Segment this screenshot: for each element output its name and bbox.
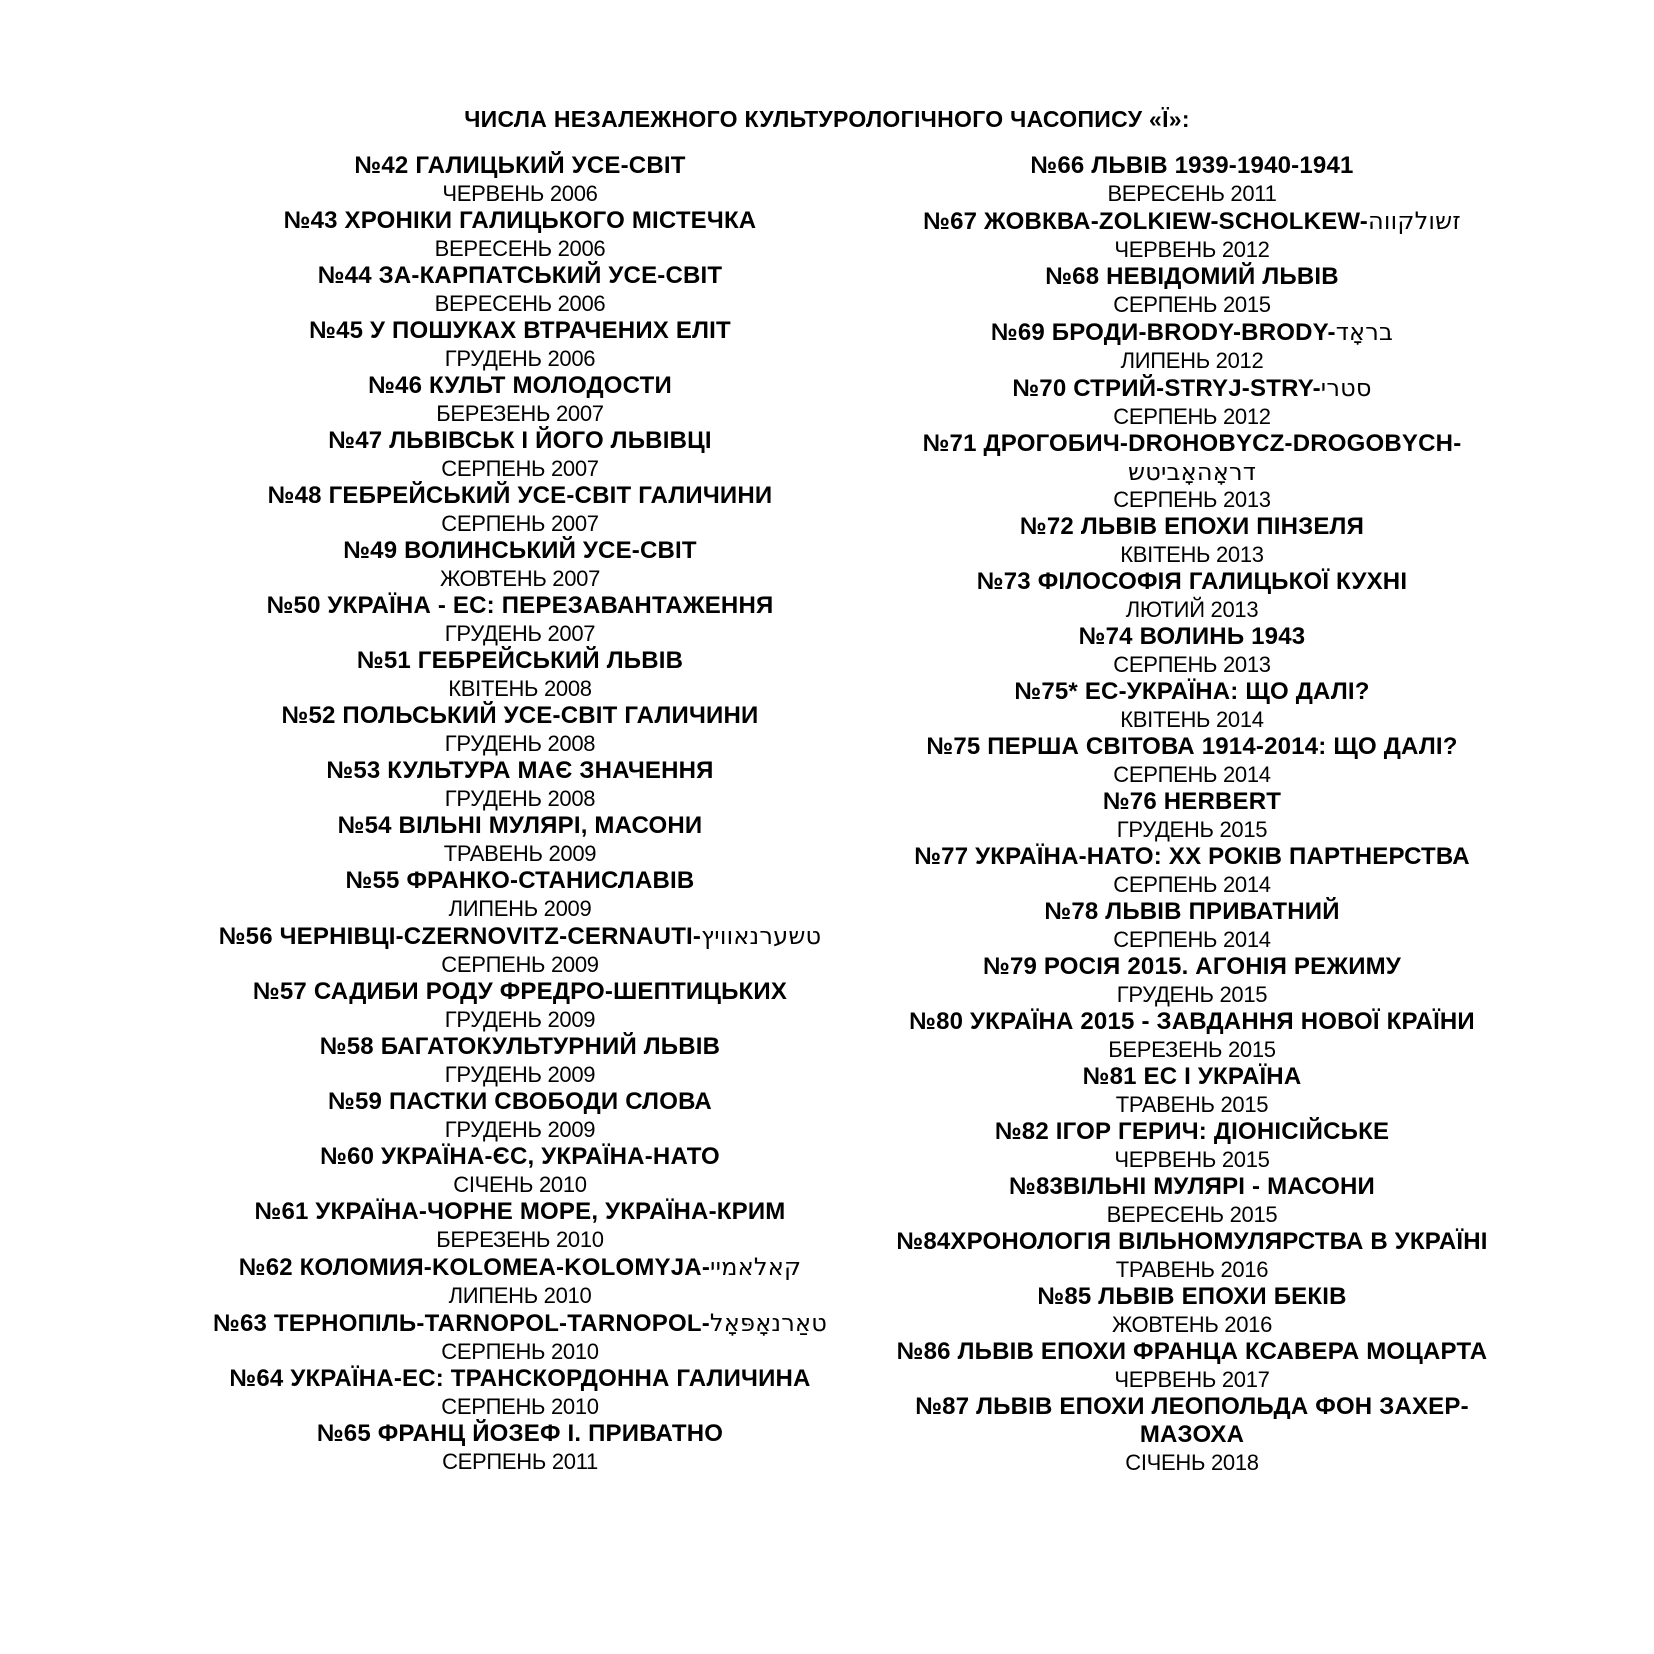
issue-entry [160, 317, 880, 372]
issue-entry [832, 678, 1552, 733]
issue-date: ВЕРЕСЕНЬ 2006 [434, 291, 606, 316]
issue-title: №87 ЛЬВІВ ЕПОХИ ЛЕОПОЛЬДА ФОН ЗАХЕР-МАЗОХА [915, 1393, 1469, 1448]
issue-entry [160, 537, 880, 592]
issue-entry [160, 702, 880, 757]
issue-title [832, 318, 1552, 347]
issue-date: ТРАВЕНЬ 2009 [443, 841, 597, 866]
issue-title [160, 1253, 880, 1282]
issue-title: №85 ЛЬВІВ ЕПОХИ БЕКІВ [1037, 1283, 1347, 1310]
issue-date: ЛИПЕНЬ 2009 [448, 896, 592, 921]
issue-title: №68 НЕВІДОМИЙ ЛЬВІВ [1045, 263, 1339, 290]
page-heading: ЧИСЛА НЕЗАЛЕЖНОГО КУЛЬТУРОЛОГІЧНОГО ЧАСОПИСУ «Ї»: [464, 106, 1190, 132]
issue-title: №74 ВОЛИНЬ 1943 [1078, 623, 1306, 650]
issue-date: ГРУДЕНЬ 2009 [444, 1117, 596, 1142]
issue-title: №84ХРОНОЛОГІЯ ВІЛЬНОМУЛЯРСТВА В УКРАЇНІ [896, 1228, 1488, 1255]
issue-date: ЧЕРВЕНЬ 2017 [1114, 1367, 1270, 1392]
issue-entry [832, 1118, 1552, 1173]
issue-title: №73 ФІЛОСОФІЯ ГАЛИЦЬКОЇ КУХНІ [976, 568, 1408, 595]
issue-date: СЕРПЕНЬ 2014 [1113, 872, 1271, 897]
issue-title: №45 У ПОШУКАХ ВТРАЧЕНИХ ЕЛІТ [309, 317, 731, 344]
issue-title-hebrew: זשולקווה [1367, 207, 1461, 235]
issue-entry [832, 898, 1552, 953]
issue-date: ГРУДЕНЬ 2006 [444, 346, 596, 371]
issue-title: №57 САДИБИ РОДУ ФРЕДРО-ШЕПТИЦЬКИХ [252, 978, 788, 1005]
issue-entry [832, 788, 1552, 843]
issue-date: ЖОВТЕНЬ 2007 [439, 566, 601, 591]
issue-title: №58 БАГАТОКУЛЬТУРНИЙ ЛЬВІВ [319, 1033, 721, 1060]
issue-date: ГРУДЕНЬ 2009 [444, 1062, 596, 1087]
issue-title: №53 КУЛЬТУРА МАЄ ЗНАЧЕННЯ [326, 757, 714, 784]
issue-date: ЛЮТИЙ 2013 [1125, 597, 1259, 622]
issue-entry [832, 152, 1552, 207]
left-issue-list [160, 152, 880, 1475]
issue-date: СЕРПЕНЬ 2010 [441, 1339, 599, 1364]
issue-entry [832, 1338, 1552, 1393]
issue-title: №55 ФРАНКО-СТАНИСЛАВІВ [345, 867, 695, 894]
issue-entry [160, 262, 880, 317]
issue-entry [160, 757, 880, 812]
issue-title [160, 1309, 880, 1338]
issue-title-hebrew: טשערנאוויץ [701, 922, 822, 950]
issue-title: №61 УКРАЇНА-ЧОРНЕ МОРЕ, УКРАЇНА-КРИМ [254, 1198, 786, 1225]
issue-date: БЕРЕЗЕНЬ 2010 [436, 1227, 604, 1252]
issue-entry [832, 1283, 1552, 1338]
issue-entry [160, 812, 880, 867]
issue-entry [160, 1033, 880, 1088]
issue-date: ЧЕРВЕНЬ 2006 [442, 181, 598, 206]
issue-entry [832, 568, 1552, 623]
issue-entry [160, 867, 880, 922]
issue-title-hebrew: טאַרנאָפּאָל [709, 1309, 827, 1337]
issue-entry [160, 1253, 880, 1309]
issue-title: №59 ПАСТКИ СВОБОДИ СЛОВА [328, 1088, 712, 1115]
issue-title-hebrew: דראָהאָביטש [1127, 458, 1257, 486]
issue-date: ЧЕРВЕНЬ 2012 [1114, 237, 1270, 262]
issue-entry [832, 263, 1552, 318]
issue-title: №46 КУЛЬТ МОЛОДОСТИ [368, 372, 672, 399]
issue-date: СЕРПЕНЬ 2011 [442, 1449, 598, 1474]
issue-entry [160, 1420, 880, 1475]
issue-title: №42 ГАЛИЦЬКИЙ УСЕ-СВІТ [354, 152, 686, 179]
issue-entry [832, 733, 1552, 788]
issue-title: №82 ІГОР ГЕРИЧ: ДІОНІСІЙСЬКЕ [994, 1118, 1390, 1145]
issue-title: №48 ГЕБРЕЙСЬКИЙ УСЕ-СВІТ ГАЛИЧИНИ [267, 482, 773, 509]
issue-entry [160, 592, 880, 647]
issue-title: №81 ЕС І УКРАЇНА [1082, 1063, 1302, 1090]
issue-title-text: №56 ЧЕРНІВЦІ-CZERNOVITZ-CERNAUTI- [218, 923, 702, 950]
issue-entry [160, 152, 880, 207]
issue-entry [832, 513, 1552, 568]
issue-date: ГРУДЕНЬ 2007 [444, 621, 596, 646]
issue-title [160, 922, 880, 951]
issue-date: ГРУДЕНЬ 2015 [1116, 817, 1268, 842]
issue-title: №65 ФРАНЦ ЙОЗЕФ І. ПРИВАТНО [316, 1420, 724, 1447]
issue-title: №43 ХРОНІКИ ГАЛИЦЬКОГО МІСТЕЧКА [283, 207, 757, 234]
issue-title-text: №70 СТРИЙ-STRYJ-STRY- [1012, 375, 1321, 402]
issue-title: №50 УКРАЇНА - ЕС: ПЕРЕЗАВАНТАЖЕННЯ [266, 592, 774, 619]
issue-date: СІЧЕНЬ 2010 [453, 1172, 587, 1197]
issue-title: №86 ЛЬВІВ ЕПОХИ ФРАНЦА КСАВЕРА МОЦАРТА [896, 1338, 1488, 1365]
issue-entry [160, 427, 880, 482]
issue-date: БЕРЕЗЕНЬ 2015 [1108, 1037, 1276, 1062]
issue-date: ЖОВТЕНЬ 2016 [1111, 1312, 1273, 1337]
issue-entry [160, 1143, 880, 1198]
issue-title: №77 УКРАЇНА-НАТО: XX РОКІВ ПАРТНЕРСТВА [914, 843, 1470, 870]
issue-date: ВЕРЕСЕНЬ 2011 [1107, 181, 1277, 206]
issue-title [832, 374, 1552, 403]
issue-title-text: №67 ЖОВКВА-ZOLKIEW-SCHOLKEW- [923, 208, 1368, 235]
issue-title: №71 ДРОГОБИЧ-DROHOBYCZ-DROGOBYCH- [922, 430, 1462, 457]
issue-entry [160, 372, 880, 427]
issue-date: КВІТЕНЬ 2008 [448, 676, 592, 701]
issue-date: СЕРПЕНЬ 2015 [1113, 292, 1271, 317]
issue-title: №44 ЗА-КАРПАТСЬКИЙ УСЕ-СВІТ [317, 262, 723, 289]
issue-entry [832, 1008, 1552, 1063]
issue-date: ЛИПЕНЬ 2012 [1120, 348, 1264, 373]
issue-title: №72 ЛЬВІВ ЕПОХИ ПІНЗЕЛЯ [1019, 513, 1365, 540]
issue-date: ТРАВЕНЬ 2015 [1115, 1092, 1269, 1117]
issue-title-hebrew: סטרי [1320, 374, 1372, 402]
issue-title: №66 ЛЬВІВ 1939-1940-1941 [1030, 152, 1354, 179]
issue-date: СЕРПЕНЬ 2013 [1113, 652, 1271, 677]
issue-entry [160, 978, 880, 1033]
issue-date: СЕРПЕНЬ 2007 [441, 456, 599, 481]
issue-date: ТРАВЕНЬ 2016 [1115, 1257, 1269, 1282]
issue-entry [832, 1173, 1552, 1228]
issue-entry [832, 953, 1552, 1008]
issue-title [832, 207, 1552, 236]
issue-entry [160, 922, 880, 978]
issue-title-text: №62 КОЛОМИЯ-KOLOMEA-KOLOMYJA- [238, 1254, 711, 1281]
issue-entry [160, 207, 880, 262]
issue-entry [160, 647, 880, 702]
issue-title: №64 УКРАЇНА-ЕС: ТРАНСКОРДОННА ГАЛИЧИНА [229, 1365, 811, 1392]
issue-title: №47 ЛЬВІВСЬК І ЙОГО ЛЬВІВЦІ [328, 427, 712, 454]
issue-date: ВЕРЕСЕНЬ 2006 [434, 236, 606, 261]
right-issue-list [832, 152, 1552, 1476]
issue-date: ЧЕРВЕНЬ 2015 [1114, 1147, 1270, 1172]
issue-title: №79 РОСІЯ 2015. АГОНІЯ РЕЖИМУ [982, 953, 1401, 980]
issue-title: №83ВІЛЬНІ МУЛЯРІ - МАСОНИ [1008, 1173, 1376, 1200]
issue-entry [160, 1088, 880, 1143]
issue-title-hebrew: בראָד [1335, 318, 1394, 346]
issue-entry [832, 1228, 1552, 1283]
issue-date: СЕРПЕНЬ 2014 [1113, 762, 1271, 787]
issue-entry [832, 1063, 1552, 1118]
issue-date: КВІТЕНЬ 2014 [1120, 707, 1264, 732]
issue-title: №76 HERBERT [1102, 788, 1282, 815]
issue-title: №75* ЕС-УКРАЇНА: ЩО ДАЛІ? [1014, 678, 1370, 705]
issue-title: №60 УКРАЇНА-ЄС, УКРАЇНА-НАТО [320, 1143, 720, 1170]
issue-date: ГРУДЕНЬ 2008 [444, 731, 596, 756]
issue-title: №75 ПЕРША СВІТОВА 1914-2014: ЩО ДАЛІ? [926, 733, 1458, 760]
issue-date: ЛИПЕНЬ 2010 [448, 1283, 592, 1308]
issue-entry [160, 1365, 880, 1420]
issue-date: ГРУДЕНЬ 2009 [444, 1007, 596, 1032]
issue-date: СЕРПЕНЬ 2013 [1113, 487, 1271, 512]
issue-entry [832, 207, 1552, 263]
issue-entry [832, 318, 1552, 374]
issue-date: СЕРПЕНЬ 2010 [441, 1394, 599, 1419]
issue-entry [160, 482, 880, 537]
issue-date: СЕРПЕНЬ 2014 [1113, 927, 1271, 952]
issue-date: СІЧЕНЬ 2018 [1125, 1450, 1259, 1475]
issue-date: СЕРПЕНЬ 2009 [441, 952, 599, 977]
issue-date: ГРУДЕНЬ 2008 [444, 786, 596, 811]
issue-entry [832, 623, 1552, 678]
issue-title: №52 ПОЛЬСЬКИЙ УСЕ-СВІТ ГАЛИЧИНИ [281, 702, 759, 729]
issue-title: №54 ВІЛЬНІ МУЛЯРІ, МАСОНИ [337, 812, 703, 839]
issue-date: СЕРПЕНЬ 2012 [1113, 404, 1271, 429]
issue-title-text: №63 ТЕРНОПІЛЬ-TARNOPOL-TARNOPOL- [212, 1310, 710, 1337]
issue-title: №49 ВОЛИНСЬКИЙ УСЕ-СВІТ [343, 537, 697, 564]
issue-date: БЕРЕЗЕНЬ 2007 [436, 401, 604, 426]
issue-entry [832, 374, 1552, 430]
issue-title: №80 УКРАЇНА 2015 - ЗАВДАННЯ НОВОЇ КРАЇНИ [909, 1008, 1475, 1035]
issue-entry [832, 843, 1552, 898]
issue-date: ГРУДЕНЬ 2015 [1116, 982, 1268, 1007]
issue-entry [160, 1309, 880, 1365]
issue-title-hebrew: קאלאמיי [710, 1253, 802, 1281]
issue-title: №51 ГЕБРЕЙСЬКИЙ ЛЬВІВ [356, 647, 684, 674]
issue-entry [160, 1198, 880, 1253]
issue-title-text: №69 БРОДИ-BRODY-BRODY- [990, 319, 1336, 346]
issue-date: КВІТЕНЬ 2013 [1120, 542, 1264, 567]
issue-entry [832, 1393, 1552, 1476]
issue-entry [832, 430, 1552, 513]
issue-date: ВЕРЕСЕНЬ 2015 [1106, 1202, 1278, 1227]
issue-title: №78 ЛЬВІВ ПРИВАТНИЙ [1044, 898, 1340, 925]
issue-date: СЕРПЕНЬ 2007 [441, 511, 599, 536]
